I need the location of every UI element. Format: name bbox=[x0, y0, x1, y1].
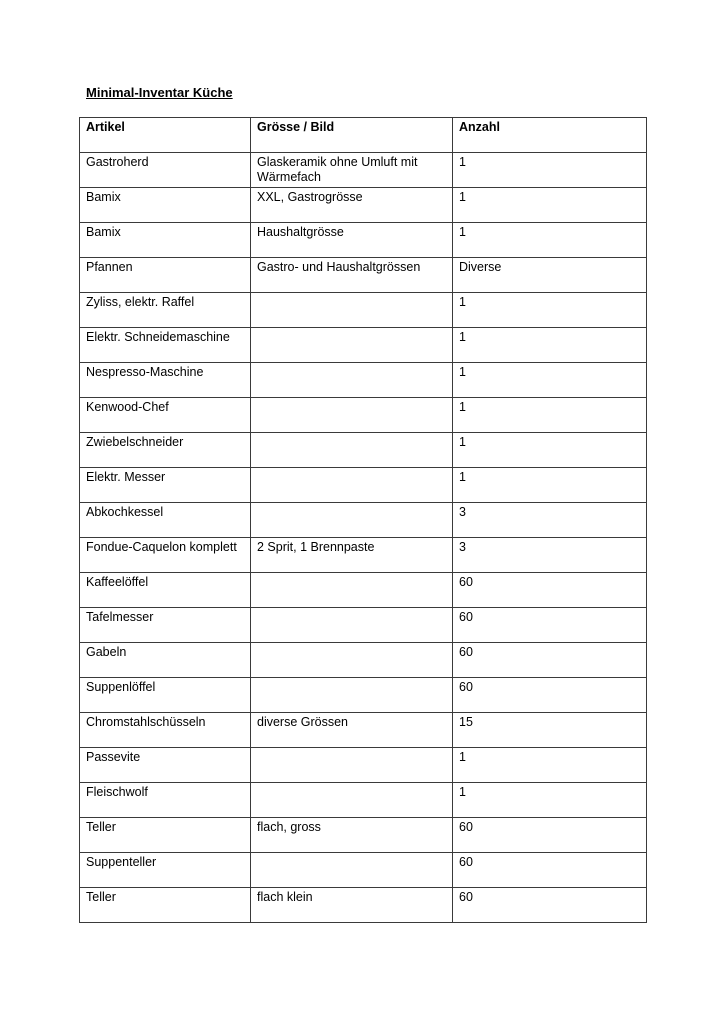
table-row bbox=[80, 643, 647, 678]
cell-groesse-bild bbox=[251, 293, 453, 328]
cell-groesse-bild bbox=[251, 643, 453, 678]
cell-artikel: Gabeln bbox=[80, 643, 251, 678]
inventory-table bbox=[79, 117, 647, 923]
cell-groesse-bild bbox=[251, 363, 453, 398]
table-row bbox=[80, 363, 647, 398]
cell-anzahl: 1 bbox=[453, 363, 647, 398]
table-row bbox=[80, 573, 647, 608]
table-row bbox=[80, 433, 647, 468]
cell-artikel: Zwiebelschneider bbox=[80, 433, 251, 468]
table-row bbox=[80, 713, 647, 748]
cell-artikel: Teller bbox=[80, 888, 251, 923]
cell-anzahl: 1 bbox=[453, 398, 647, 433]
cell-anzahl: 1 bbox=[453, 328, 647, 363]
cell-artikel: Bamix bbox=[80, 223, 251, 258]
cell-anzahl: 1 bbox=[453, 188, 647, 223]
cell-artikel: Chromstahlschüsseln bbox=[80, 713, 251, 748]
cell-groesse-bild: XXL, Gastrogrösse bbox=[251, 188, 453, 223]
cell-artikel: Suppenteller bbox=[80, 853, 251, 888]
cell-artikel: Zyliss, elektr. Raffel bbox=[80, 293, 251, 328]
cell-anzahl: 60 bbox=[453, 888, 647, 923]
table-row bbox=[80, 888, 647, 923]
cell-anzahl: 1 bbox=[453, 748, 647, 783]
cell-anzahl: 60 bbox=[453, 818, 647, 853]
cell-groesse-bild: Gastro- und Haushaltgrössen bbox=[251, 258, 453, 293]
table-row bbox=[80, 293, 647, 328]
cell-anzahl: 60 bbox=[453, 643, 647, 678]
cell-anzahl: 1 bbox=[453, 293, 647, 328]
cell-groesse-bild bbox=[251, 783, 453, 818]
cell-anzahl: 1 bbox=[453, 433, 647, 468]
cell-artikel: Passevite bbox=[80, 748, 251, 783]
cell-artikel: Suppenlöffel bbox=[80, 678, 251, 713]
table-row bbox=[80, 153, 647, 188]
column-header-anzahl: Anzahl bbox=[453, 118, 647, 153]
cell-groesse-bild bbox=[251, 468, 453, 503]
column-header-artikel: Artikel bbox=[80, 118, 251, 153]
cell-groesse-bild: flach klein bbox=[251, 888, 453, 923]
cell-artikel: Teller bbox=[80, 818, 251, 853]
cell-artikel: Abkochkessel bbox=[80, 503, 251, 538]
cell-artikel: Tafelmesser bbox=[80, 608, 251, 643]
cell-artikel: Kaffeelöffel bbox=[80, 573, 251, 608]
table-row bbox=[80, 783, 647, 818]
cell-artikel: Bamix bbox=[80, 188, 251, 223]
cell-anzahl: 1 bbox=[453, 783, 647, 818]
cell-groesse-bild bbox=[251, 573, 453, 608]
cell-groesse-bild bbox=[251, 433, 453, 468]
cell-groesse-bild bbox=[251, 503, 453, 538]
cell-anzahl: 15 bbox=[453, 713, 647, 748]
table-row bbox=[80, 468, 647, 503]
cell-artikel: Fleischwolf bbox=[80, 783, 251, 818]
cell-anzahl: Diverse bbox=[453, 258, 647, 293]
table-row bbox=[80, 398, 647, 433]
cell-artikel: Elektr. Messer bbox=[80, 468, 251, 503]
column-header-groesse-bild: Grösse / Bild bbox=[251, 118, 453, 153]
cell-anzahl: 60 bbox=[453, 573, 647, 608]
cell-anzahl: 1 bbox=[453, 468, 647, 503]
table-row bbox=[80, 853, 647, 888]
cell-anzahl: 3 bbox=[453, 503, 647, 538]
page-title: Minimal-Inventar Küche bbox=[86, 85, 233, 100]
cell-artikel: Kenwood-Chef bbox=[80, 398, 251, 433]
table-row bbox=[80, 608, 647, 643]
cell-anzahl: 60 bbox=[453, 608, 647, 643]
table-row bbox=[80, 503, 647, 538]
cell-anzahl: 60 bbox=[453, 853, 647, 888]
table-row bbox=[80, 818, 647, 853]
cell-groesse-bild: diverse Grössen bbox=[251, 713, 453, 748]
cell-artikel: Nespresso-Maschine bbox=[80, 363, 251, 398]
cell-groesse-bild bbox=[251, 328, 453, 363]
cell-groesse-bild: flach, gross bbox=[251, 818, 453, 853]
table-row bbox=[80, 223, 647, 258]
cell-groesse-bild bbox=[251, 853, 453, 888]
table-row bbox=[80, 538, 647, 573]
cell-anzahl: 1 bbox=[453, 153, 647, 188]
cell-artikel: Pfannen bbox=[80, 258, 251, 293]
cell-groesse-bild: 2 Sprit, 1 Brennpaste bbox=[251, 538, 453, 573]
cell-groesse-bild bbox=[251, 608, 453, 643]
cell-artikel: Elektr. Schneidemaschine bbox=[80, 328, 251, 363]
table-row bbox=[80, 258, 647, 293]
cell-groesse-bild bbox=[251, 748, 453, 783]
table-row bbox=[80, 748, 647, 783]
cell-artikel: Gastroherd bbox=[80, 153, 251, 188]
cell-groesse-bild: Haushaltgrösse bbox=[251, 223, 453, 258]
cell-anzahl: 60 bbox=[453, 678, 647, 713]
cell-anzahl: 1 bbox=[453, 223, 647, 258]
cell-groesse-bild bbox=[251, 678, 453, 713]
cell-anzahl: 3 bbox=[453, 538, 647, 573]
cell-groesse-bild bbox=[251, 398, 453, 433]
table-row bbox=[80, 188, 647, 223]
table-row bbox=[80, 328, 647, 363]
table-header-row bbox=[80, 118, 647, 153]
table-body bbox=[80, 153, 647, 923]
table-row bbox=[80, 678, 647, 713]
cell-artikel: Fondue-Caquelon komplett bbox=[80, 538, 251, 573]
cell-groesse-bild: Glaskeramik ohne Umluft mit Wärmefach bbox=[251, 153, 453, 188]
